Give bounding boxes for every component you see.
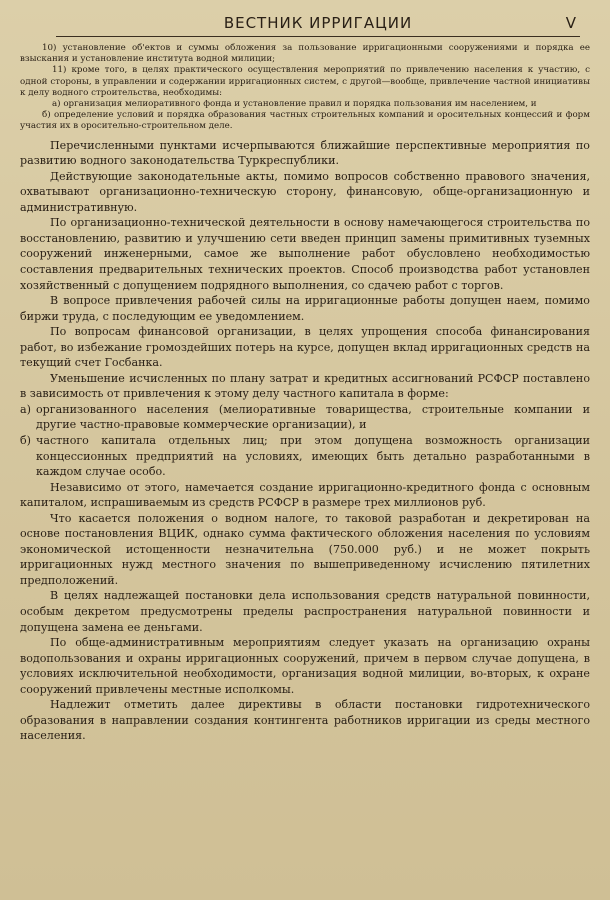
paragraph: Независимо от этого, намечается создание ирригационно-кредитного фонда с основным капиталом, испрашиваемым из средств РСФСР в размере трех миллионов руб. — [20, 480, 590, 510]
journal-title: ВЕСТНИК ИРРИГАЦИИ — [223, 14, 413, 32]
paragraph: Надлежит отметить далее директивы в области постановки гидротехнического образования в направлении создания контингента работников ирригации из среды местного населения. — [20, 698, 590, 743]
paragraph: В целях надлежащей постановки дела использования средств натуральной повинности, особым декретом предусмотрены пределы распространения натуральной повинности и допущена замена ее деньгами. — [20, 589, 590, 634]
small-print-section — [20, 43, 590, 133]
list-item — [20, 433, 590, 480]
list-label: б) — [20, 434, 32, 448]
paragraph: Действующие законодательные акты, помимо вопросов собственно правового значения, охватывают организационно-техническую сторону, финансовую, обще-организационную и административную. — [20, 169, 590, 214]
paragraph: По обще-административным мероприятиям следует указать на организацию охраны водопользования и охраны ирригационных сооружений, причем в первом случае допущена, в условиях исключительной необходимости, организация водной милиции, во-вторых, к охране сооружений привлечены местные исполкомы. — [20, 636, 590, 696]
item-10: 10) установление об'ектов и суммы обложения за пользование ирригационными сооружениями и порядка ее взыскания и установление института водной милиции; — [20, 43, 590, 65]
list-label: а) — [20, 402, 31, 416]
list-text: организованного населения (мелиоративные товарищества, строительные компании и другие частно-правовые коммерческие организации), и — [36, 402, 590, 432]
list-item — [20, 402, 590, 433]
paragraph: По вопросам финансовой организации, в целях упрощения способа финансирования работ, во избежание громоздейших потерь на курсе, допущен вклад ирригационных средств на текущий счет Госбанка. — [20, 325, 590, 370]
paragraph: По организационно-технической деятельности в основу намечающегося строительства по восстановлению, развитию и улучшению сети введен принцип замены примитивных туземных сооружений инженерными, самое же выполнение работ обусловлено необходимостью составления предварительных технических проектов. Способ производства работ установлен хозяйственный с допущением подрядного выполнения, со сдачею работ с торгов. — [20, 216, 590, 292]
list-text: частного капитала отдельных лиц; при этом допущена возможность организации концессионных предприятий на условиях, имеющих быть детально разработанными в каждом случае особо. — [36, 434, 590, 479]
paragraph: Что касается положения о водном налоге, то таковой разработан и декретирован на основе постановления ВЦИК, однако сумма фактического обложения населения по условиям экономической истощенности незначительна (750.000 руб.) и не может покрыть ирригационных нужд местного значения по вышеприведенному исчислению пятилетних предположений. — [20, 511, 590, 587]
main-text — [20, 138, 590, 744]
item-11-a: а) организация мелиоративного фонда и установление правил и порядка пользования им населением, и — [52, 99, 537, 110]
paragraph: Уменьшение исчисленных по плану затрат и кредитных ассигнований РСФСР поставлено в зависимость от привлечения к этому делу частного капитала в форме: — [20, 371, 590, 401]
paragraph: Перечисленными пунктами исчерпываются ближайшие перспективные мероприятия по развитию водного законодательства Туркреспублики. — [20, 138, 590, 168]
item-11-b: б) определение условий и порядка образования частных строительных компаний и оросительных концессий и форм участия их в оросительно-строительном деле. — [20, 110, 590, 132]
page-number: V — [565, 14, 576, 32]
paragraph: В вопросе привлечения рабочей силы на ирригационные работы допущен наем, помимо биржи труда, с последующим ее уведомлением. — [20, 294, 590, 323]
running-header — [56, 12, 580, 37]
item-11: 11) кроме того, в целях практического осуществления мероприятий по привлечению населения к участию, с одной стороны, в управлении и содержании ирригационных систем, с другой—вообще, привлечение частной инициативы к делу водного строительства, необходимы: — [20, 65, 590, 98]
